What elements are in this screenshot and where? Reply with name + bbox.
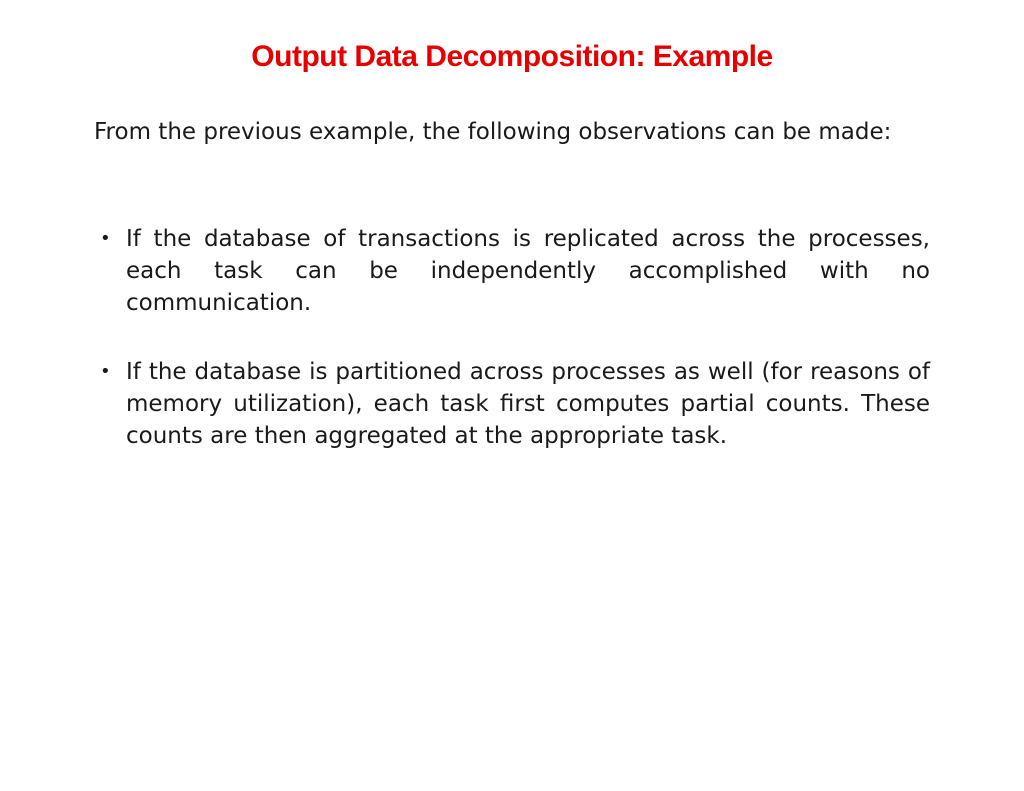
slide-title: Output Data Decomposition: Example (251, 40, 773, 73)
bullet-text: If the database is partitioned across processes as well (for reasons of memory utilization), each task first computes partial counts. These counts are then aggregated at the appropriate task. (126, 359, 930, 449)
bullet-item-partitioned (94, 356, 930, 452)
bullet-item-replicated (94, 223, 930, 319)
bullet-list (94, 223, 930, 452)
bullet-marker: • (100, 228, 111, 249)
bullet-marker: • (100, 361, 111, 382)
intro-paragraph: From the previous example, the following observations can be made: (94, 119, 892, 145)
bullet-text: If the database of transactions is replicated across the processes, each task can be independently accomplished with no communication. (126, 226, 930, 316)
